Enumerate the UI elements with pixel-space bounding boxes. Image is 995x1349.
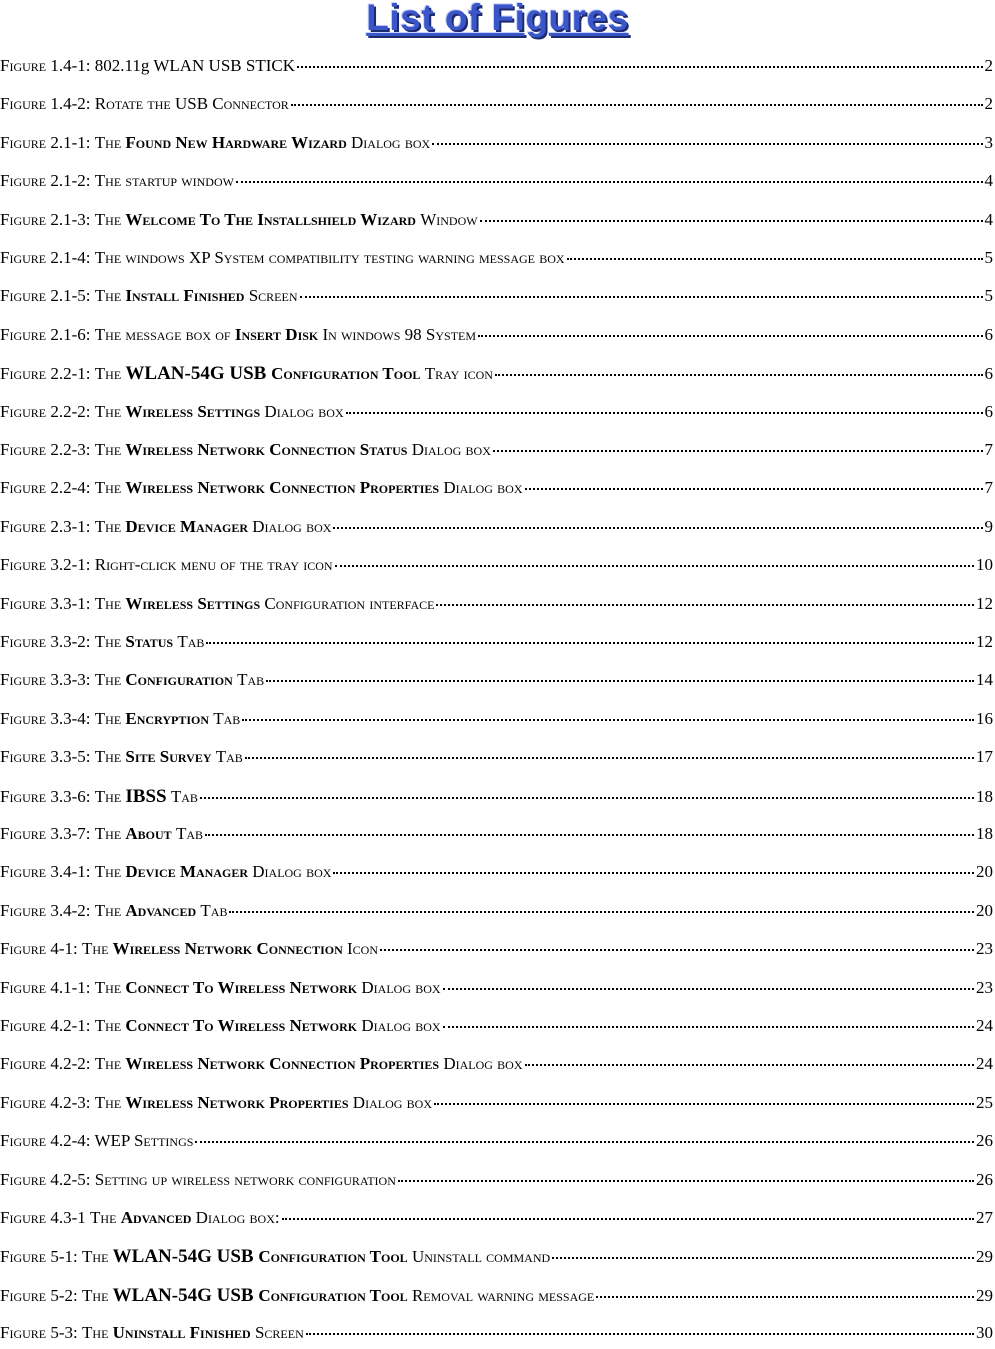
dot-leader <box>282 1218 974 1220</box>
figure-entry[interactable] <box>0 210 995 236</box>
dot-leader <box>333 872 974 874</box>
figure-entry-label: Figure 3.2-1: Right-click menu of the tray icon <box>0 555 333 575</box>
figure-entry[interactable] <box>0 325 995 351</box>
page-number: 6 <box>985 402 995 422</box>
dot-leader <box>495 374 983 376</box>
figure-entry-label: Figure 2.1-3: The Welcome To The Installshield Wizard Window <box>0 210 478 230</box>
page-number: 4 <box>985 171 995 191</box>
dot-leader <box>443 988 974 990</box>
figure-entry[interactable] <box>0 248 995 274</box>
figure-entry-label: Figure 3.3-4: The Encryption Tab <box>0 709 240 729</box>
figure-entry[interactable] <box>0 1285 995 1311</box>
figure-entry[interactable] <box>0 133 995 159</box>
figure-entry-label: Figure 5-2: The WLAN-54G USB Configuration Tool Removal warning message <box>0 1285 594 1307</box>
page-number: 2 <box>985 56 995 76</box>
page-number: 30 <box>976 1323 995 1343</box>
figure-entry[interactable] <box>0 862 995 888</box>
dot-leader <box>436 604 974 606</box>
figure-entry-label: Figure 2.3-1: The Device Manager Dialog box <box>0 517 331 537</box>
figure-entry[interactable] <box>0 632 995 658</box>
dot-leader <box>432 143 982 145</box>
page-number: 6 <box>985 364 995 384</box>
figure-entry[interactable] <box>0 171 995 197</box>
page-number: 7 <box>985 440 995 460</box>
page-number: 4 <box>985 210 995 230</box>
dot-leader <box>380 949 974 951</box>
page-title-text: List of Figures <box>366 0 628 38</box>
figure-entry-label: Figure 3.3-2: The Status Tab <box>0 632 204 652</box>
page-number: 20 <box>976 862 995 882</box>
page-number: 3 <box>985 133 995 153</box>
page-number: 18 <box>976 824 995 844</box>
figure-entry[interactable] <box>0 402 995 428</box>
figure-entry-label: Figure 4.2-4: WEP Settings <box>0 1131 193 1151</box>
page-number: 14 <box>976 670 995 690</box>
dot-leader <box>552 1257 974 1259</box>
dot-leader <box>236 181 983 183</box>
dot-leader <box>206 642 974 644</box>
figure-entry[interactable] <box>0 670 995 696</box>
figure-entry[interactable] <box>0 56 995 82</box>
figure-entry[interactable] <box>0 1208 995 1234</box>
figure-entry-label: Figure 4.1-1: The Connect To Wireless Network Dialog box <box>0 978 441 998</box>
figure-entry[interactable] <box>0 1170 995 1196</box>
figure-entry-label: Figure 2.1-5: The Install Finished Screen <box>0 286 298 306</box>
page-number: 24 <box>976 1016 995 1036</box>
page-number: 17 <box>976 747 995 767</box>
dot-leader <box>398 1180 974 1182</box>
dot-leader <box>567 258 983 260</box>
figure-entry[interactable] <box>0 747 995 773</box>
dot-leader <box>434 1103 974 1105</box>
page-number: 24 <box>976 1054 995 1074</box>
dot-leader <box>200 797 974 799</box>
figure-entry-label: Figure 3.3-6: The IBSS Tab <box>0 786 198 808</box>
page-number: 25 <box>976 1093 995 1113</box>
figure-entry-label: Figure 2.1-2: The startup window <box>0 171 234 191</box>
figure-entry[interactable] <box>0 939 995 965</box>
dot-leader <box>195 1141 974 1143</box>
figure-entry[interactable] <box>0 440 995 466</box>
figure-entry-label: Figure 1.4-1: 802.11g WLAN USB STICK <box>0 56 295 76</box>
figure-entry-label: Figure 1.4-2: Rotate the USB Connector <box>0 94 289 114</box>
figure-entry-label: Figure 4.3-1 The Advanced Dialog box: <box>0 1208 280 1228</box>
page-number: 27 <box>976 1208 995 1228</box>
dot-leader <box>333 527 982 529</box>
dot-leader <box>229 911 974 913</box>
page-title <box>0 0 995 38</box>
page-number: 2 <box>985 94 995 114</box>
page-number: 20 <box>976 901 995 921</box>
page-number: 29 <box>976 1247 995 1267</box>
page-number: 12 <box>976 632 995 652</box>
figure-entry-label: Figure 4.2-3: The Wireless Network Properties Dialog box <box>0 1093 432 1113</box>
figure-entry[interactable] <box>0 786 995 812</box>
figure-entry[interactable] <box>0 1323 995 1349</box>
figure-entry[interactable] <box>0 709 995 735</box>
figure-entry[interactable] <box>0 363 995 389</box>
dot-leader <box>205 834 974 836</box>
page-number: 12 <box>976 594 995 614</box>
figure-entry-label: Figure 2.2-3: The Wireless Network Connection Status Dialog box <box>0 440 491 460</box>
figure-entry-label: Figure 3.4-1: The Device Manager Dialog box <box>0 862 331 882</box>
figure-entry-label: Figure 3.3-1: The Wireless Settings Configuration interface <box>0 594 434 614</box>
dot-leader <box>525 488 983 490</box>
page-number: 5 <box>985 248 995 268</box>
dot-leader <box>291 104 983 106</box>
page-number: 10 <box>976 555 995 575</box>
figure-entry-label: Figure 2.1-4: The windows XP System compatibility testing warning message box <box>0 248 565 268</box>
page-number: 16 <box>976 709 995 729</box>
dot-leader <box>525 1064 974 1066</box>
figure-entry[interactable] <box>0 1131 995 1157</box>
figure-entry[interactable] <box>0 555 995 581</box>
figure-entry-label: Figure 2.2-2: The Wireless Settings Dialog box <box>0 402 344 422</box>
figure-entry[interactable] <box>0 1054 995 1080</box>
figure-entry-label: Figure 3.3-7: The About Tab <box>0 824 203 844</box>
figure-entry-label: Figure 5-3: The Uninstall Finished Screen <box>0 1323 304 1343</box>
figure-entry-label: Figure 3.4-2: The Advanced Tab <box>0 901 227 921</box>
figure-entry-label: Figure 3.3-3: The Configuration Tab <box>0 670 264 690</box>
figure-entry-label: Figure 4.2-1: The Connect To Wireless Network Dialog box <box>0 1016 441 1036</box>
figure-entry[interactable] <box>0 978 995 1004</box>
page-number: 6 <box>985 325 995 345</box>
figure-entry[interactable] <box>0 478 995 504</box>
figure-entry[interactable] <box>0 517 995 543</box>
dot-leader <box>245 757 974 759</box>
dot-leader <box>242 719 974 721</box>
figure-entry[interactable] <box>0 824 995 850</box>
figure-entry[interactable] <box>0 286 995 312</box>
figure-entry[interactable] <box>0 594 995 620</box>
figure-entry[interactable] <box>0 1093 995 1119</box>
figure-entry-label: Figure 2.1-1: The Found New Hardware Wizard Dialog box <box>0 133 430 153</box>
figure-entry-label: Figure 5-1: The WLAN-54G USB Configuration Tool Uninstall command <box>0 1246 550 1268</box>
dot-leader <box>443 1026 974 1028</box>
dot-leader <box>346 412 983 414</box>
figure-entry-label: Figure 2.1-6: The message box of Insert Disk In windows 98 System <box>0 325 476 345</box>
figure-entry[interactable] <box>0 1016 995 1042</box>
dot-leader <box>596 1296 974 1298</box>
dot-leader <box>480 220 983 222</box>
page-number: 23 <box>976 939 995 959</box>
figure-entry-label: Figure 4.2-5: Setting up wireless network configuration <box>0 1170 396 1190</box>
page-number: 26 <box>976 1131 995 1151</box>
figure-entry-label: Figure 4.2-2: The Wireless Network Connection Properties Dialog box <box>0 1054 523 1074</box>
figure-entry[interactable] <box>0 1246 995 1272</box>
dot-leader <box>493 450 983 452</box>
dot-leader <box>300 296 983 298</box>
figure-entry[interactable] <box>0 94 995 120</box>
page-number: 18 <box>976 787 995 807</box>
figure-entry-label: Figure 4-1: The Wireless Network Connection Icon <box>0 939 378 959</box>
figure-entry[interactable] <box>0 901 995 927</box>
figure-entry-label: Figure 2.2-1: The WLAN-54G USB Configuration Tool Tray icon <box>0 363 493 385</box>
dot-leader <box>306 1333 974 1335</box>
page-number: 26 <box>976 1170 995 1190</box>
figure-entry-label: Figure 3.3-5: The Site Survey Tab <box>0 747 243 767</box>
figure-entry-label: Figure 2.2-4: The Wireless Network Connection Properties Dialog box <box>0 478 523 498</box>
dot-leader <box>266 680 974 682</box>
page-number: 29 <box>976 1286 995 1306</box>
page-number: 23 <box>976 978 995 998</box>
dot-leader <box>297 66 983 68</box>
dot-leader <box>335 565 974 567</box>
page-number: 5 <box>985 286 995 306</box>
page-number: 9 <box>985 517 995 537</box>
dot-leader <box>478 335 982 337</box>
page-number: 7 <box>985 478 995 498</box>
